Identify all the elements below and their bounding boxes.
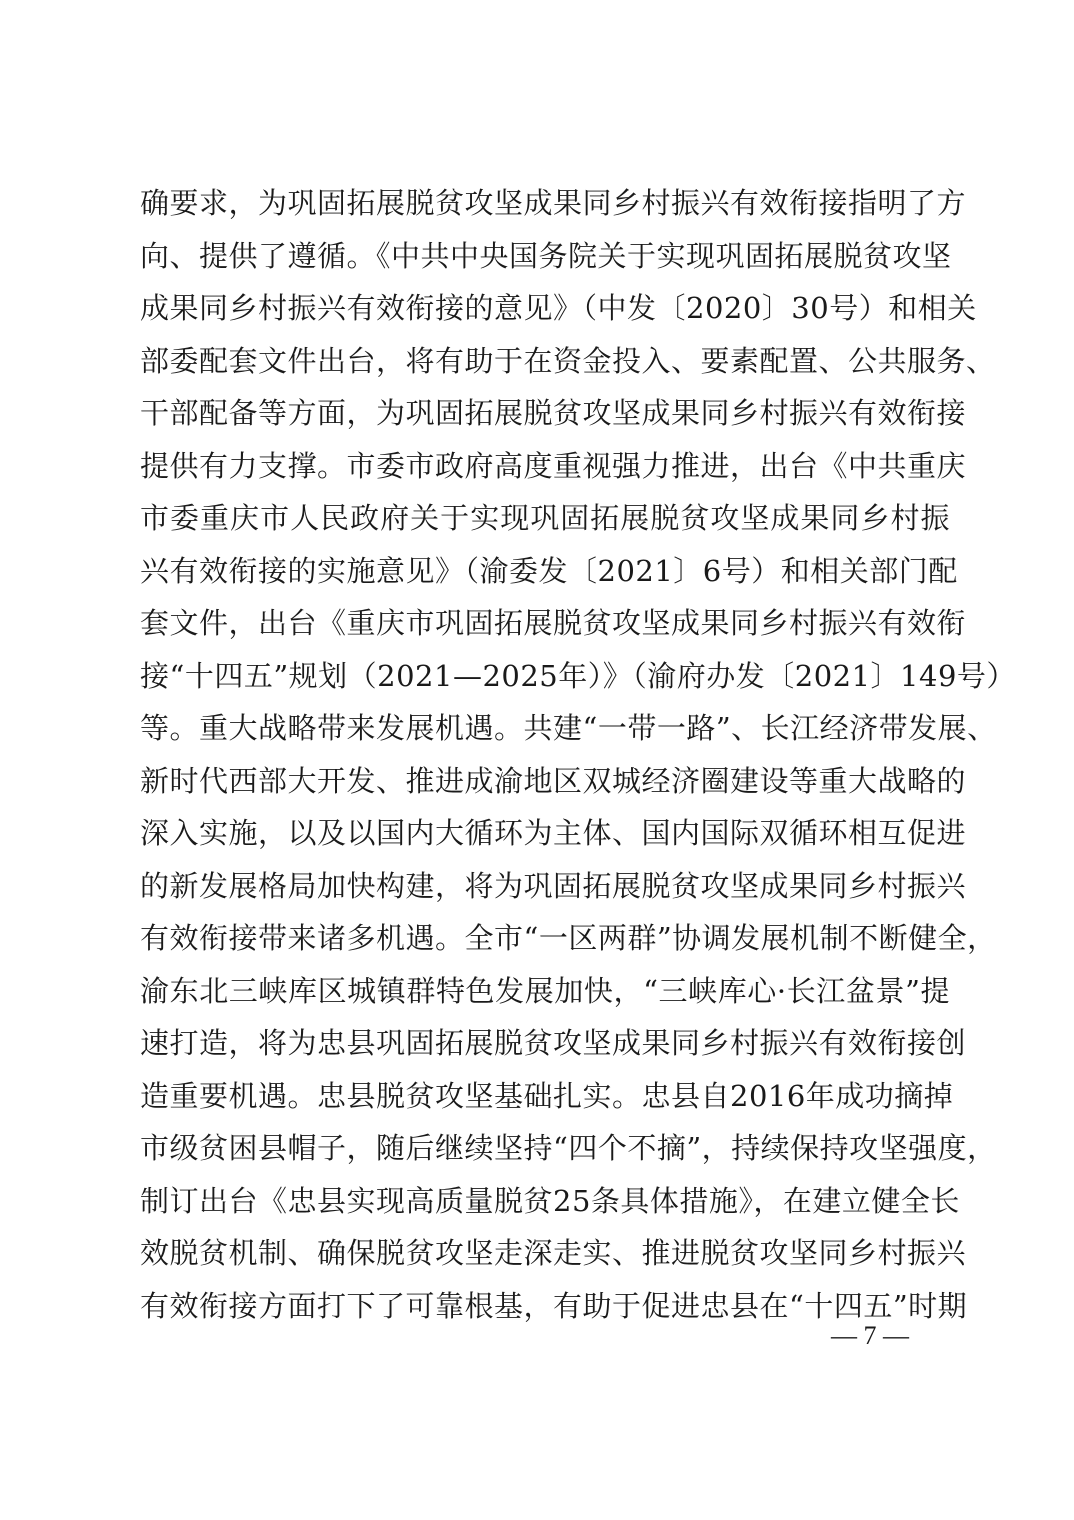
page-number: — 7 — <box>831 1321 909 1350</box>
text-line: 效脱贫机制、确保脱贫攻坚走深走实、推进脱贫攻坚同乡村振兴 <box>140 1236 967 1270</box>
text-line: 新时代西部大开发、推进成渝地区双城经济圈建设等重大战略的 <box>140 763 967 798</box>
text-line: 套文件，出台《重庆市巩固拓展脱贫攻坚成果同乡村振兴有效衔 <box>140 606 967 640</box>
text-line: 造重要机遇。忠县脱贫攻坚基础扎实。忠县自2016年成功摘掉 <box>140 1078 954 1113</box>
text-line: 深入实施，以及以国内大循环为主体、国内国际双循环相互促进 <box>140 816 967 850</box>
text-line: 的新发展格局加快构建，将为巩固拓展脱贫攻坚成果同乡村振兴 <box>140 868 967 903</box>
text-line: 确要求，为巩固拓展脱贫攻坚成果同乡村振兴有效衔接指明了方 <box>140 186 967 220</box>
body-text <box>140 177 1016 1332</box>
text-line: 接“十四五”规划（2021—2025年）》（渝府办发〔2021〕149号） <box>140 658 1016 693</box>
text-line: 速打造，将为忠县巩固拓展脱贫攻坚成果同乡村振兴有效衔接创 <box>140 1026 967 1060</box>
text-line: 有效衔接方面打下了可靠根基，有助于促进忠县在“十四五”时期 <box>140 1288 968 1323</box>
text-line: 市委重庆市人民政府关于实现巩固拓展脱贫攻坚成果同乡村振 <box>140 501 950 535</box>
text-line: 干部配备等方面，为巩固拓展脱贫攻坚成果同乡村振兴有效衔接 <box>140 396 967 430</box>
text-line: 制订出台《忠县实现高质量脱贫25条具体措施》，在建立健全长 <box>140 1183 960 1218</box>
text-line: 有效衔接带来诸多机遇。全市“一区两群”协调发展机制不断健全， <box>140 921 997 955</box>
text-line: 部委配套文件出台，将有助于在资金投入、要素配置、公共服务、 <box>140 343 996 378</box>
text-line: 兴有效衔接的实施意见》（渝委发〔2021〕6号）和相关部门配 <box>140 553 958 588</box>
text-line: 提供有力支撑。市委市政府高度重视强力推进，出台《中共重庆 <box>140 448 967 483</box>
text-line: 渝东北三峡库区城镇群特色发展加快，“三峡库心·长江盆景”提 <box>140 973 950 1008</box>
text-line: 向、提供了遵循。《中共中央国务院关于实现巩固拓展脱贫攻坚 <box>140 238 952 273</box>
text-line: 市级贫困县帽子，随后继续坚持“四个不摘”，持续保持攻坚强度， <box>140 1131 997 1165</box>
text-line: 成果同乡村振兴有效衔接的意见》（中发〔2020〕30号）和相关 <box>140 291 977 325</box>
text-line: 等。重大战略带来发展机遇。共建“一带一路”、长江经济带发展、 <box>140 711 997 745</box>
